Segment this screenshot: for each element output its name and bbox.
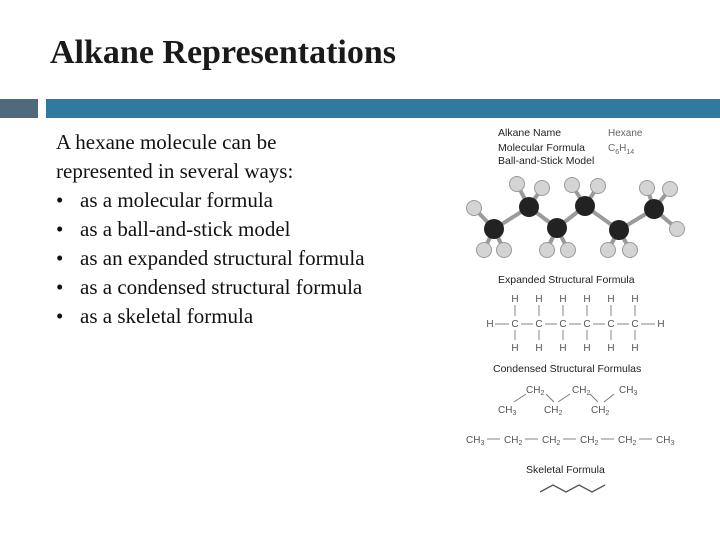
linear-ch2: $CH_2$ (504, 435, 523, 447)
formula-hydrogen-count: 14 (626, 149, 635, 156)
list-item-text: as a molecular formula (80, 188, 273, 212)
atom-c: C (631, 319, 639, 330)
atom-c: C (535, 319, 543, 330)
atom-h: H (607, 343, 615, 354)
slide-title: Alkane Representations (50, 34, 396, 71)
bullet-icon: • (56, 304, 64, 328)
molecular-formula-label: Molecular Formula (498, 142, 585, 154)
list-item (56, 186, 456, 215)
linear-ch2: $CH_2$ (618, 435, 637, 447)
slide-body (56, 128, 456, 331)
linear-ch3: $CH_3$ (466, 435, 485, 447)
condensed-ch3: $CH_3$ (498, 405, 517, 417)
atom-h: H (535, 343, 543, 354)
list-item-text: as a ball-and-stick model (80, 217, 291, 241)
formula-carbon: C (608, 143, 616, 154)
linear-ch2: $CH_2$ (542, 435, 561, 447)
intro-line-2: represented in several ways: (56, 159, 294, 183)
atom-h: H (559, 294, 567, 305)
atom-c: C (607, 319, 615, 330)
condensed-ch2: $CH_2$ (544, 405, 563, 417)
list-item-text: as a skeletal formula (80, 304, 254, 328)
atom-h: H (583, 294, 591, 305)
condensed-linear-formula (466, 435, 674, 447)
atom-h: H (631, 294, 639, 305)
list-item-text: as an expanded structural formula (80, 246, 365, 270)
bullet-icon: • (56, 275, 64, 299)
condensed-ch3: $CH_3$ (619, 385, 638, 397)
linear-ch2: $CH_2$ (580, 435, 599, 447)
list-item-text: as a condensed structural formula (80, 275, 363, 299)
title-accent-bar (46, 99, 720, 118)
representation-list (56, 186, 456, 331)
molecular-formula-value (608, 143, 634, 156)
list-item (56, 302, 456, 331)
skeletal-formula (540, 485, 605, 492)
atom-h: H (631, 343, 639, 354)
list-item (56, 273, 456, 302)
expanded-structural-formula (486, 294, 664, 354)
alkane-name-value: Hexane (608, 128, 643, 139)
bullet-icon: • (56, 246, 64, 270)
atom-c: C (583, 319, 591, 330)
condensed-ch2: $CH_2$ (572, 385, 591, 397)
bullet-icon: • (56, 217, 64, 241)
ball-and-stick-label: Ball-and-Stick Model (498, 155, 595, 167)
bullet-icon: • (56, 188, 64, 212)
condensed-formula-label: Condensed Structural Formulas (493, 363, 642, 375)
expanded-formula-label: Expanded Structural Formula (498, 274, 635, 286)
atom-c: C (511, 319, 519, 330)
intro-line-1: A hexane molecule can be (56, 130, 277, 154)
list-item (56, 244, 456, 273)
atom-h: H (607, 294, 615, 305)
condensed-ch2: $CH_2$ (526, 385, 545, 397)
skeletal-formula-label: Skeletal Formula (526, 464, 605, 476)
condensed-zigzag-formula (498, 385, 637, 417)
atom-h: H (535, 294, 543, 305)
condensed-ch2: $CH_2$ (591, 405, 610, 417)
atom-h: H (511, 294, 519, 305)
formula-hydrogen: H (619, 143, 627, 154)
atom-c: C (559, 319, 567, 330)
title-accent-bar-left (0, 99, 38, 118)
list-item (56, 215, 456, 244)
alkane-name-label: Alkane Name (498, 127, 562, 139)
formula-carbon-count: 6 (615, 149, 620, 156)
atom-h: H (559, 343, 567, 354)
hexane-representations-figure (462, 122, 702, 502)
linear-ch3: $CH_3$ (656, 435, 675, 447)
atom-h: H (657, 319, 665, 330)
atom-h: H (486, 319, 494, 330)
atom-h: H (511, 343, 519, 354)
atom-h: H (583, 343, 591, 354)
